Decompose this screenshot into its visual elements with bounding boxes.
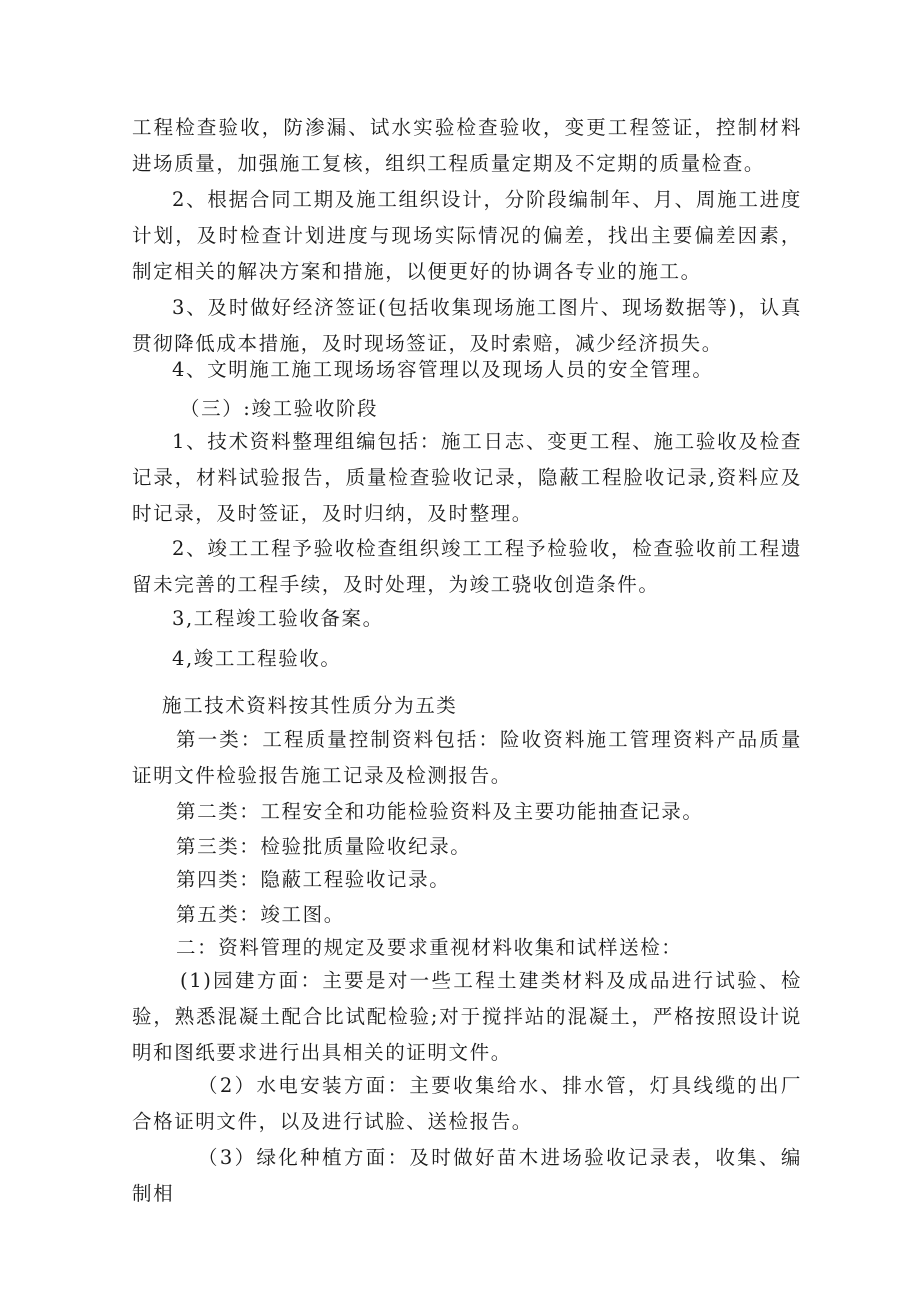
section-heading-data-management: 二：资料管理的规定及要求重视材料收集和试样送检： bbox=[176, 936, 683, 959]
category-three: 第三类：检验批质量险收纪录。 bbox=[176, 835, 472, 858]
paragraph-data-categories: 施工技术资料按其性质分为五类 bbox=[162, 694, 458, 717]
category-one: 第一类：工程质量控制资料包括：险收资料施工管理资料产品质量证明文件检验报告施工记录及检测报告。 bbox=[132, 728, 802, 787]
paragraph-civilized-construction: 4、文明施工施工现场场容管理以及现场人员的安全管理。 bbox=[172, 358, 714, 381]
paragraph-acceptance-filing: 3,工程竣工验收备案。 bbox=[172, 607, 384, 630]
paragraph-economic-visa: 3、及时做好经济签证(包括收集现场施工图片、现场数据等)，认真贯彻降低成本措施，及时现场签证，及时索赔，减少经济损失。 bbox=[132, 296, 802, 355]
paragraph-plumbing-electrical: （2）水电安装方面：主要收集给水、排水管，灯具线缆的出厂合格证明文件，以及进行试脸、送检报告。 bbox=[132, 1074, 802, 1133]
paragraph-landscape-construction: (1)园建方面：主要是对一些工程土建类材料及成品进行试验、检验，熟悉混凝土配合比试配检验;对于搅拌站的混凝土，严格按照设计说明和图纸要求进行出具相关的证明文件。 bbox=[132, 969, 802, 1064]
section-heading-completion-acceptance: （三）:竣工验收阶段 bbox=[180, 397, 379, 420]
paragraph-quality-inspection: 工程检查验收，防渗漏、试水实验检查验收，变更工程签证，控制材料进场质量，加强施工复核，组织工程质量定期及不定期的质量检查。 bbox=[132, 116, 802, 175]
paragraph-pre-acceptance: 2、竣工工程予验收检查组织竣工工程予检验收，检查验收前工程遗留未完善的工程手续，及时处理，为竣工骁收创造条件。 bbox=[132, 537, 802, 596]
paragraph-completion-acceptance: 4,竣工工程验收。 bbox=[172, 647, 342, 670]
category-two: 第二类：工程安全和功能检验资料及主要功能抽查记录。 bbox=[176, 800, 704, 823]
paragraph-greening-planting: （3）绿化种植方面：及时做好苗木进场验收记录表，收集、编制相 bbox=[132, 1146, 802, 1205]
category-five: 第五类：竣工图。 bbox=[176, 903, 345, 926]
category-four: 第四类：隐蔽工程验收记录。 bbox=[176, 868, 451, 891]
paragraph-technical-data: 1、技术资料整理组编包括：施工日志、变更工程、施工验收及检查记录，材料试验报告，质量检查验收记录，隐蔽工程脸收记录,资料应及时记录，及时签证，及时归纳，及时整理。 bbox=[132, 430, 802, 525]
paragraph-schedule-planning: 2、根据合同工期及施工组织设计，分阶段编制年、月、周施工进度计划，及时检查计划进度与现场实际情况的偏差，找出主要偏差因素，制定相关的解决方案和措施，以便更好的协调各专业的施工。 bbox=[132, 188, 802, 283]
